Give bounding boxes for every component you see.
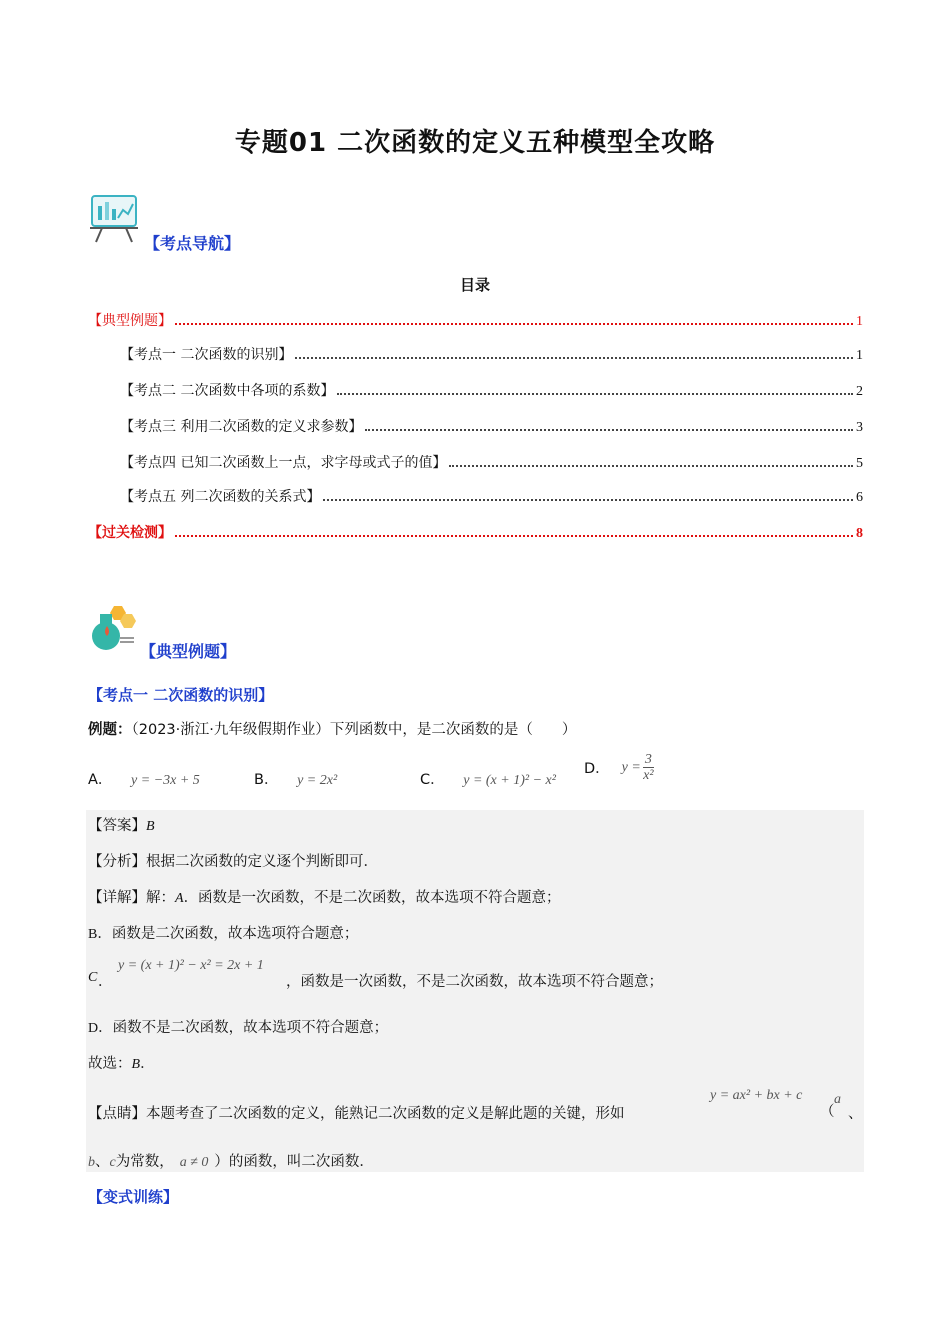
toc-label: 【考点二 二次函数中各项的系数】 (120, 383, 335, 399)
toc-leader (365, 428, 853, 431)
answer-value: B (146, 819, 155, 834)
toc-leader (337, 392, 853, 395)
toc-entry-kaodian-5[interactable] (120, 486, 863, 506)
analysis-tag: 【分析】 (88, 854, 146, 870)
tip-line-2 (88, 1150, 374, 1171)
toc-entry-kaodian-2[interactable] (120, 380, 863, 400)
fraction-denominator: x² (643, 768, 654, 784)
detail-pre: 解： (146, 890, 175, 906)
toc-entry-examples[interactable] (88, 310, 863, 330)
answer-line (88, 814, 155, 835)
fraction-numerator: 3 (644, 752, 652, 767)
detail-text: ．函数是二次函数，故本选项符合题意； (97, 926, 359, 942)
detail-expr: y = (x + 1)² − x² = 2x + 1 (118, 958, 264, 973)
detail-letter: A (175, 891, 184, 906)
tip-var-a: a (834, 1092, 841, 1107)
kaodian-1-heading: 【考点一 二次函数的识别】 (88, 686, 274, 704)
toc-page: 3 (856, 420, 863, 435)
tip-sep-2: 、 (95, 1154, 110, 1170)
analysis-line (88, 850, 378, 871)
option-d[interactable] (584, 752, 654, 784)
toc-page: 8 (856, 526, 863, 541)
detail-letter: C (88, 970, 98, 985)
tip-sep: 、 (848, 1106, 863, 1122)
toc-page: 6 (856, 490, 863, 505)
example-question-text: （2023·浙江·九年级假期作业）下列函数中，是二次函数的是（ ） (131, 722, 577, 738)
nav-heading: 【考点导航】 (144, 234, 241, 253)
analysis-text: 根据二次函数的定义逐个判断即可． (146, 854, 378, 870)
choose-value: B (131, 1057, 141, 1072)
option-b[interactable] (254, 768, 337, 789)
toc-page: 5 (856, 456, 863, 471)
tip-text: 本题考查了二次函数的定义，能熟记二次函数的定义是解此题的关键，形如 (146, 1106, 625, 1122)
answer-tag: 【答案】 (88, 818, 146, 834)
toc-label: 【考点四 已知二次函数上一点，求字母或式子的值】 (120, 455, 447, 471)
option-letter: B． (254, 772, 279, 788)
toc-entry-kaodian-3[interactable] (120, 416, 863, 436)
choose-text: 故选： (88, 1056, 132, 1072)
option-expr: y = 2x² (297, 773, 338, 788)
option-expr: y = (x + 1)² − x² (463, 773, 556, 788)
toc-leader (175, 534, 853, 537)
detail-line-c (88, 958, 858, 992)
tip-var-b: b (88, 1155, 95, 1170)
tip-expr: y = ax² + bx + c (710, 1088, 803, 1103)
tip-text-2: 为常数， (115, 1154, 174, 1170)
detail-text: ．函数不是二次函数，故本选项不符合题意； (98, 1020, 389, 1036)
examples-heading: 【典型例题】 (140, 642, 237, 661)
detail-mark: ． (98, 974, 113, 990)
choose-end: ． (140, 1056, 155, 1072)
detail-line-d (88, 1016, 388, 1037)
tip-cond: a ≠ 0 (179, 1155, 209, 1170)
toc-label: 【考点三 利用二次函数的定义求参数】 (120, 419, 363, 435)
detail-text: ，函数是一次函数，不是二次函数，故本选项不符合题意； (286, 974, 663, 990)
flask-icon (86, 602, 138, 654)
toc-label: 【过关检测】 (88, 525, 172, 541)
toc-entry-kaodian-1[interactable] (120, 344, 863, 364)
toc-leader (323, 498, 853, 501)
toc-title: 目录 (459, 276, 490, 294)
tip-tag: 【点睛】 (88, 1106, 146, 1122)
tip-var-c: c (109, 1155, 116, 1170)
detail-letter: B (88, 927, 98, 942)
example-question (88, 718, 576, 739)
detail-text: ．函数是一次函数，不是二次函数，故本选项不符合题意； (183, 890, 561, 906)
option-c[interactable] (420, 768, 556, 789)
detail-line-b (88, 922, 358, 943)
variant-heading: 【变式训练】 (88, 1188, 179, 1206)
toc-leader (175, 322, 853, 325)
choose-line (88, 1052, 155, 1073)
tip-head (88, 1102, 625, 1123)
tip-paren: （ (820, 1104, 835, 1120)
option-letter: D． (584, 761, 610, 778)
option-a[interactable] (88, 768, 200, 789)
option-letter: A． (88, 772, 113, 788)
presentation-board-icon (88, 192, 144, 244)
option-expr-fraction (643, 752, 654, 784)
tip-line (88, 1088, 863, 1122)
page-title: 专题01 二次函数的定义五种模型全攻略 (234, 128, 716, 158)
option-expr-lhs: y = (621, 759, 641, 775)
detail-letter: D (88, 1021, 99, 1036)
toc-page: 1 (856, 314, 863, 329)
example-label: 例题： (88, 722, 132, 738)
toc-entry-kaodian-4[interactable] (120, 452, 863, 472)
toc-leader (295, 356, 853, 359)
toc-leader (449, 464, 853, 467)
toc-entry-checkpoint[interactable] (88, 522, 863, 542)
tip-text-3: ）的函数，叫二次函数． (214, 1154, 374, 1170)
toc-label: 【考点一 二次函数的识别】 (120, 347, 293, 363)
toc-label: 【典型例题】 (88, 313, 172, 329)
toc-page: 2 (856, 384, 863, 399)
toc-label: 【考点五 列二次函数的关系式】 (120, 489, 321, 505)
detail-tag: 【详解】 (88, 890, 146, 906)
option-letter: C． (420, 772, 445, 788)
toc-page: 1 (856, 348, 863, 363)
option-expr: y = −3x + 5 (131, 773, 200, 788)
detail-line-a (88, 886, 561, 907)
